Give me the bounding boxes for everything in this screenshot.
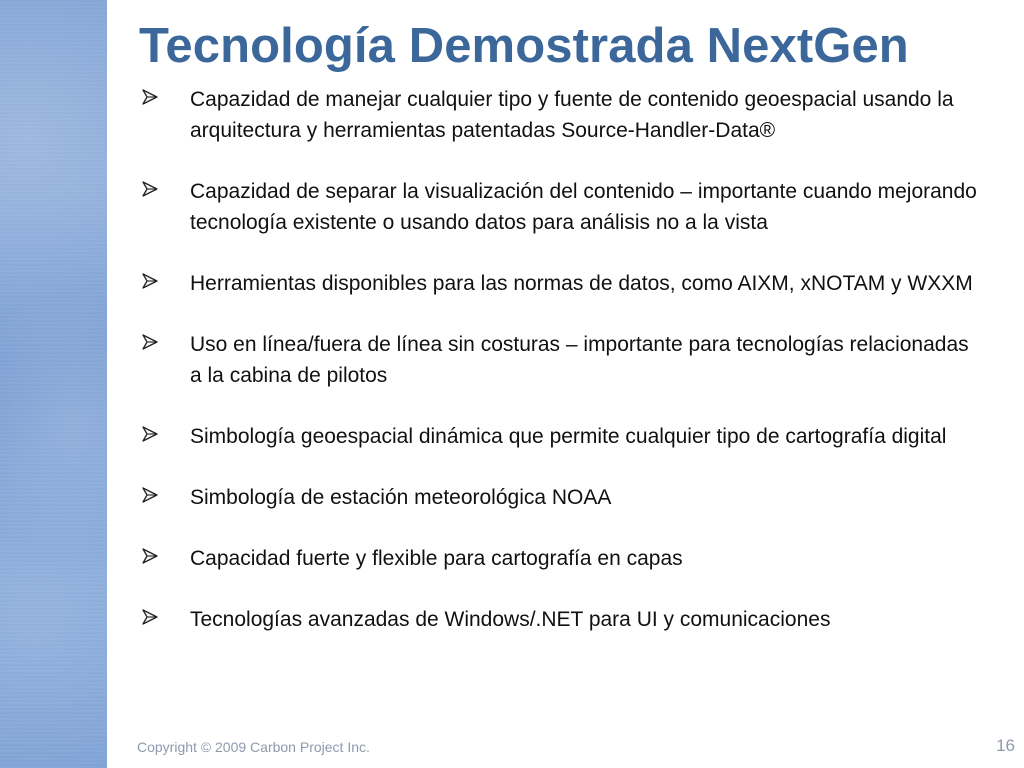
bullet-text: Herramientas disponibles para las normas de datos, como AIXM, xNOTAM y WXXM xyxy=(190,272,973,295)
list-item xyxy=(142,176,982,238)
bullet-text: Capazidad de manejar cualquier tipo y fuente de contenido geoespacial usando la arquitectura y herramientas patentadas Source-Handler-Data® xyxy=(190,88,954,142)
list-item xyxy=(142,84,982,146)
chevron-right-icon xyxy=(142,329,170,351)
chevron-right-icon xyxy=(142,482,170,504)
chevron-right-icon xyxy=(142,268,170,290)
left-accent-bar xyxy=(0,0,107,768)
list-item xyxy=(142,482,982,513)
list-item xyxy=(142,329,982,391)
chevron-right-icon xyxy=(142,176,170,198)
bullet-text: Capacidad fuerte y flexible para cartografía en capas xyxy=(190,547,683,570)
list-item xyxy=(142,543,982,574)
bullet-text: Simbología geoespacial dinámica que permite cualquier tipo de cartografía digital xyxy=(190,425,947,448)
bullet-list xyxy=(142,84,982,635)
bullet-text: Capazidad de separar la visualización del contenido – importante cuando mejorando tecnología existente o usando datos para análisis no a la vista xyxy=(190,180,977,234)
copyright-text: Copyright © 2009 Carbon Project Inc. xyxy=(137,739,370,755)
chevron-right-icon xyxy=(142,84,170,106)
page-number: 16 xyxy=(996,736,1015,755)
chevron-right-icon xyxy=(142,543,170,565)
bullet-text: Simbología de estación meteorológica NOAA xyxy=(190,486,612,509)
bullet-text: Tecnologías avanzadas de Windows/.NET para UI y comunicaciones xyxy=(190,608,831,631)
slide-title: Tecnología Demostrada NextGen xyxy=(139,19,909,73)
list-item xyxy=(142,268,982,299)
list-item xyxy=(142,421,982,452)
chevron-right-icon xyxy=(142,604,170,626)
chevron-right-icon xyxy=(142,421,170,443)
list-item xyxy=(142,604,982,635)
bullet-text: Uso en línea/fuera de línea sin costuras – importante para tecnologías relacionadas a la cabina de pilotos xyxy=(190,333,969,387)
